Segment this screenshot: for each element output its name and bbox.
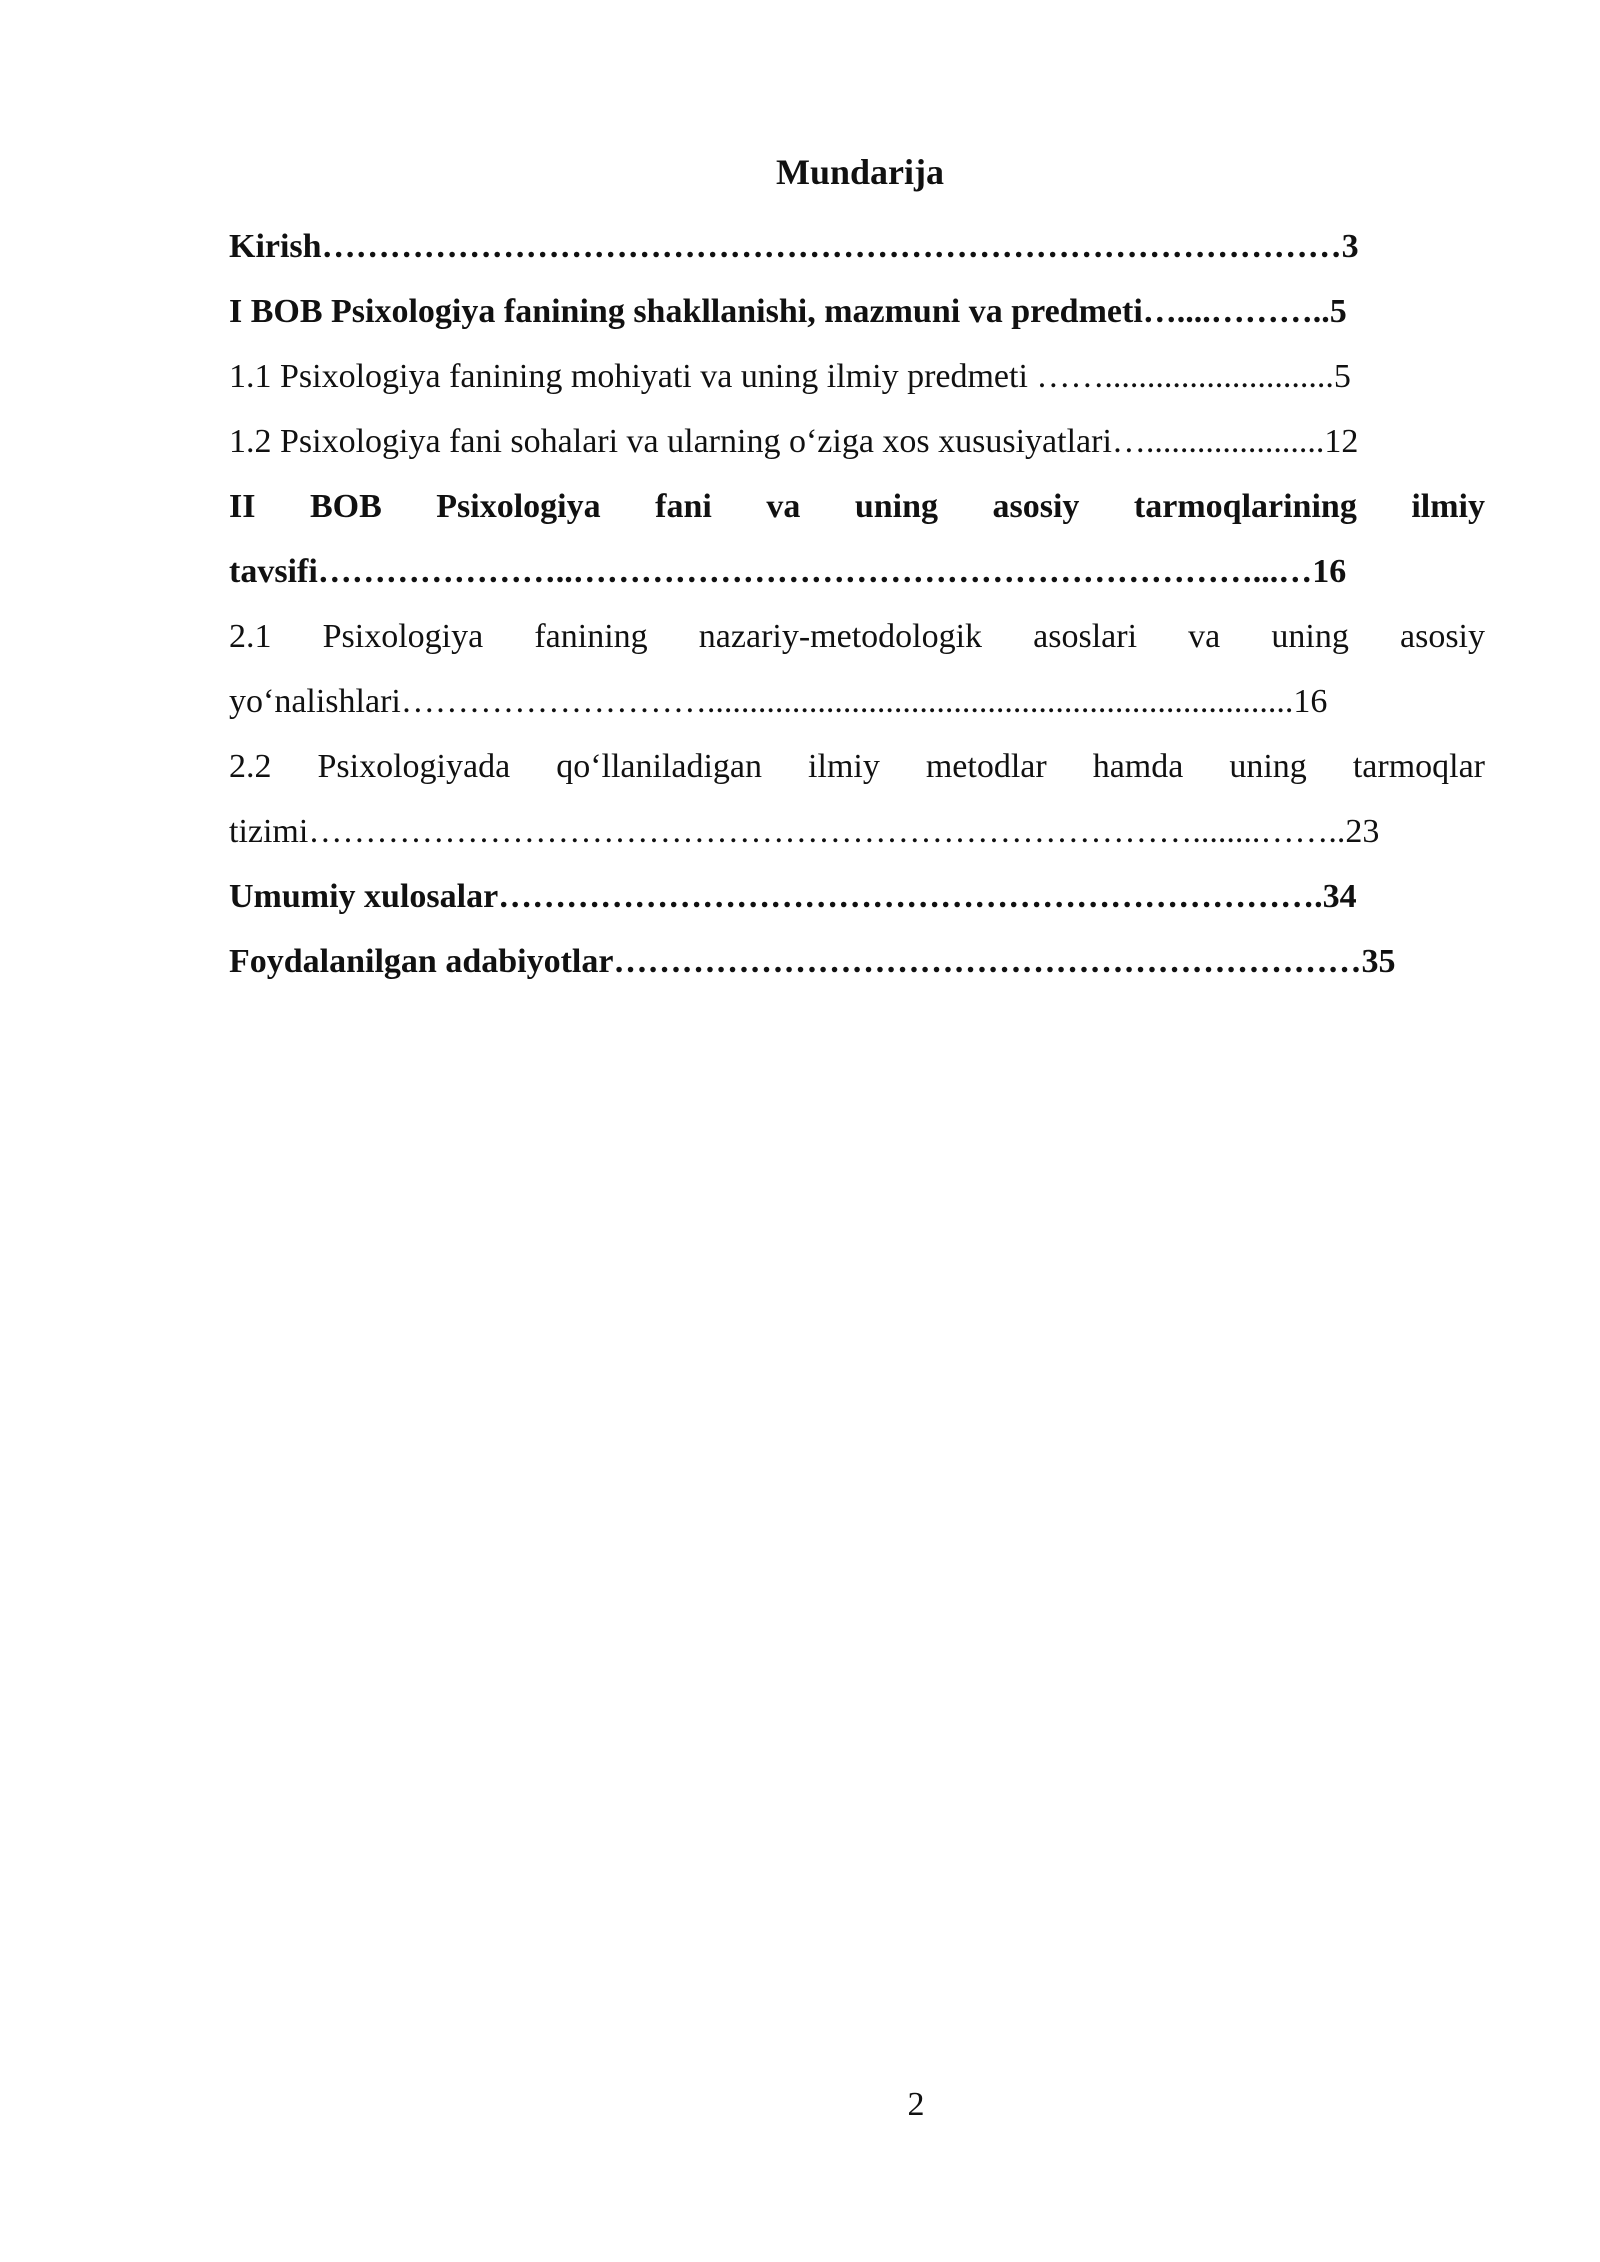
toc-entry-section-1-2: 1.2 Psixologiya fani sohalari va ularning o‘ziga xos xususiyatlari….....................12 <box>229 423 1359 460</box>
page-title: Mundarija <box>775 152 944 192</box>
toc-entry-chapter-2-continued: tavsifi…………………..……………………………………………………...…16 <box>229 553 1347 590</box>
toc-entry-section-1-1: 1.1 Psixologiya fanining mohiyati va uning ilmiy predmeti ……...........................5 <box>229 358 1351 395</box>
toc-entry-section-2-2-continued: tizimi……………………………………………………………………........……..23 <box>229 813 1380 850</box>
table-of-contents <box>229 214 1485 994</box>
toc-entry-chapter-2: II BOB Psixologiya fani va uning asosiy tarmoqlarining ilmiy <box>229 488 1485 525</box>
toc-entry-conclusions: Umumiy xulosalar……………………………………………………………….34 <box>229 878 1357 915</box>
toc-entry-introduction: Kirish………………………………………………………………………………3 <box>229 228 1359 265</box>
toc-entry-references: Foydalanilgan adabiyotlar…………………………………………………………35 <box>229 943 1396 980</box>
toc-entry-chapter-1: I BOB Psixologiya fanining shakllanishi, mazmuni va predmeti…....………..5 <box>229 293 1347 330</box>
toc-entry-section-2-2: 2.2 Psixologiyada qo‘llaniladigan ilmiy metodlar hamda uning tarmoqlar <box>229 748 1485 785</box>
page-number: 2 <box>907 2086 925 2123</box>
toc-entry-section-2-1-continued: yo‘nalishlari……………………….....................................................................16 <box>229 683 1328 720</box>
toc-entry-section-2-1: 2.1 Psixologiya fanining nazariy-metodologik asoslari va uning asosiy <box>229 618 1485 655</box>
